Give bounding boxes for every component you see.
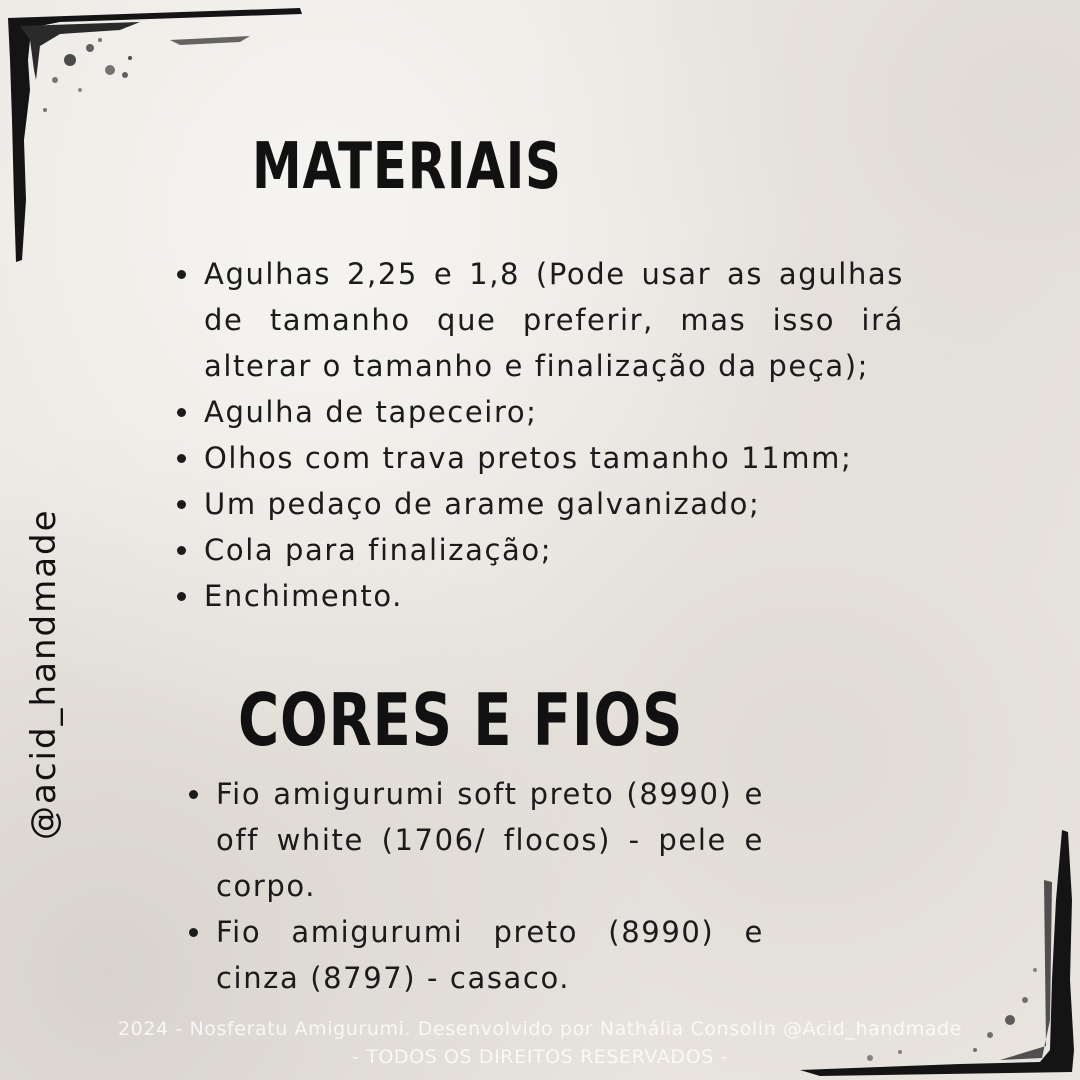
cores-e-fios-heading: CORES E FIOS xyxy=(238,678,684,762)
instagram-handle: @acid_handmade xyxy=(24,508,64,840)
materiais-list xyxy=(174,251,904,619)
cores-list xyxy=(186,771,764,1001)
list-item: Agulhas 2,25 e 1,8 (Pode usar as agulhas de tamanho que preferir, mas isso irá alterar o tamanho e finalização da peça); xyxy=(174,251,904,389)
list-item: Fio amigurumi preto (8990) e cinza (8797) - casaco. xyxy=(186,909,764,1001)
materiais-heading: MATERIAIS xyxy=(252,130,562,204)
footer-copyright: 2024 - Nosferatu Amigurumi. Desenvolvido por Nathália Consolin @Acid_handmade xyxy=(117,1018,963,1040)
list-item: Enchimento. xyxy=(174,573,904,619)
list-item: Cola para finalização; xyxy=(174,527,904,573)
list-item: Olhos com trava pretos tamanho 11mm; xyxy=(174,435,904,481)
list-item: Fio amigurumi soft preto (8990) e off white (1706/ flocos) - pele e corpo. xyxy=(186,771,764,909)
list-item: Agulha de tapeceiro; xyxy=(174,389,904,435)
footer-rights: - TODOS OS DIREITOS RESERVADOS - xyxy=(352,1046,728,1068)
grunge-corner-bottom-right xyxy=(760,820,1080,1080)
list-item: Um pedaço de arame galvanizado; xyxy=(174,481,904,527)
